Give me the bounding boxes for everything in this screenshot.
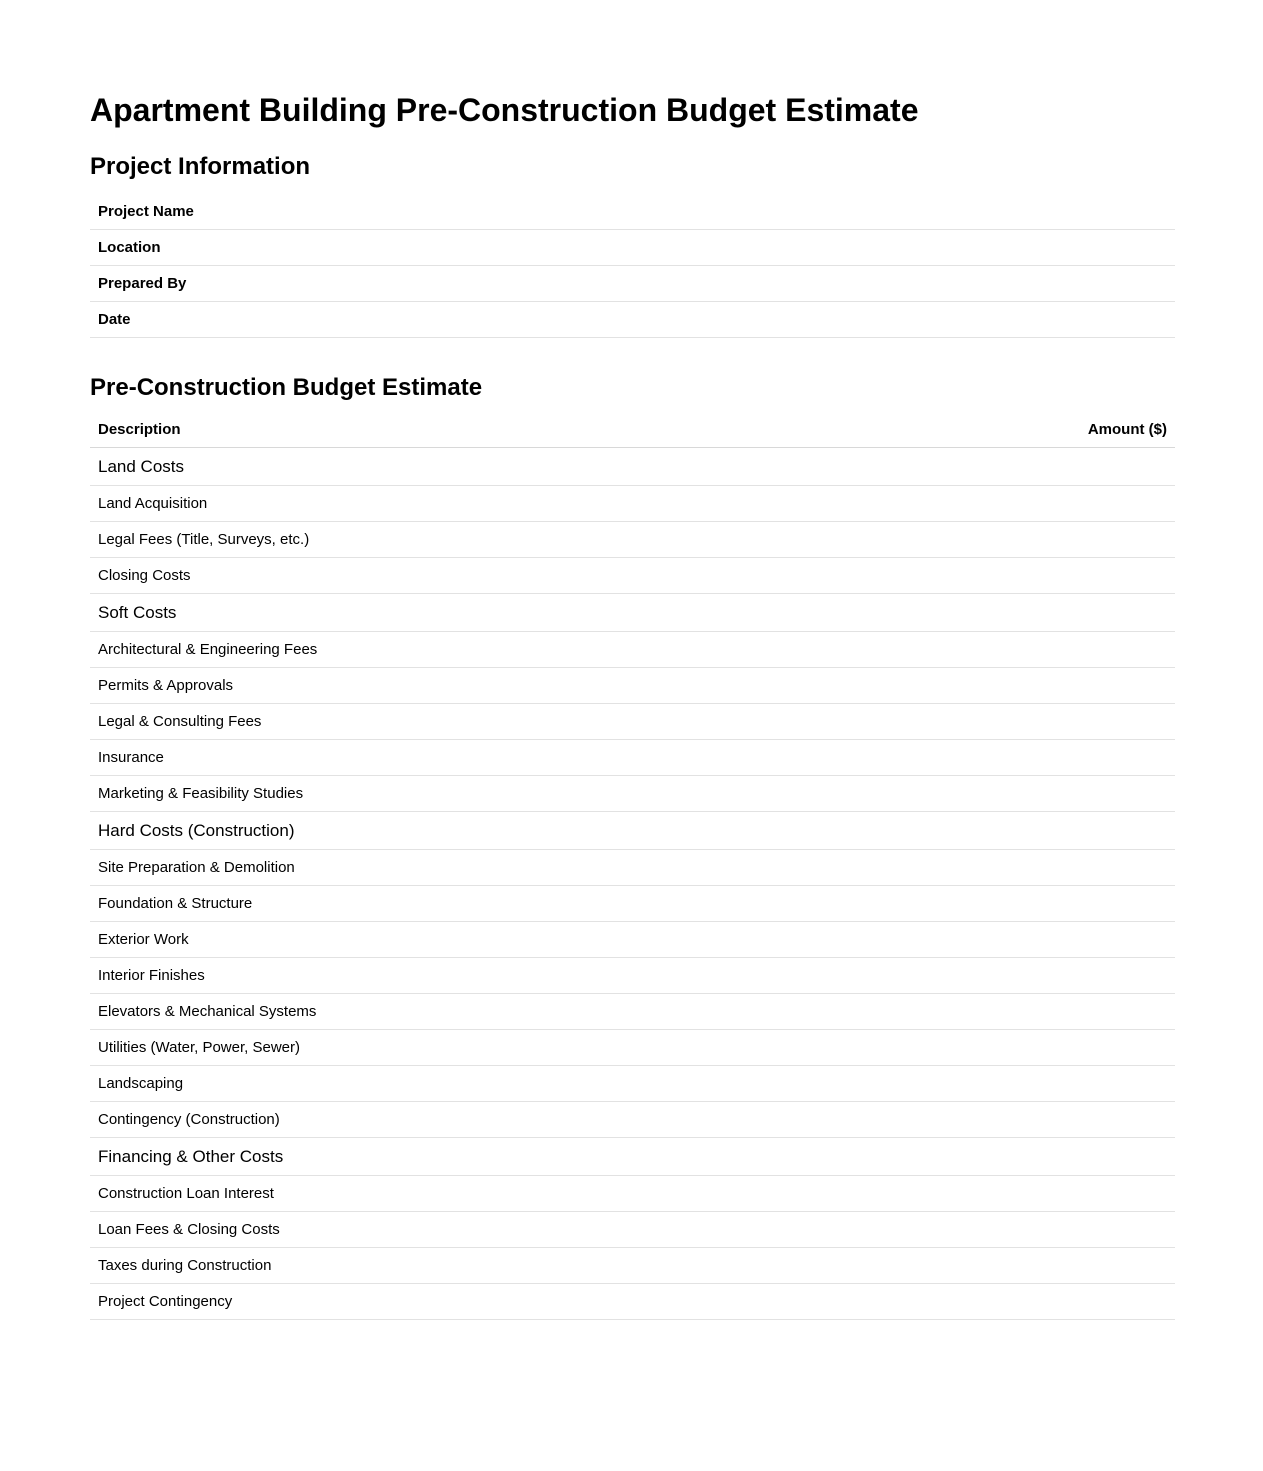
row-amount	[904, 922, 1175, 958]
project-info-table	[90, 194, 1175, 338]
budget-item-row	[90, 522, 1175, 558]
budget-item-row	[90, 1030, 1175, 1066]
row-amount	[904, 958, 1175, 994]
budget-item-row	[90, 886, 1175, 922]
row-description: Loan Fees & Closing Costs	[90, 1212, 904, 1248]
row-amount	[904, 1248, 1175, 1284]
budget-item-row	[90, 922, 1175, 958]
budget-item-row	[90, 958, 1175, 994]
budget-item-row	[90, 850, 1175, 886]
row-description: Interior Finishes	[90, 958, 904, 994]
budget-item-row	[90, 1212, 1175, 1248]
section-heading-budget-estimate: Pre-Construction Budget Estimate	[90, 373, 483, 401]
row-amount	[904, 1066, 1175, 1102]
row-description: Insurance	[90, 740, 904, 776]
budget-item-row	[90, 740, 1175, 776]
budget-item-row	[90, 668, 1175, 704]
section-heading-project-information: Project Information	[90, 152, 311, 180]
row-description: Hard Costs (Construction)	[90, 812, 904, 850]
project-info-row	[90, 265, 1175, 301]
budget-table-body	[90, 448, 1175, 1320]
row-description: Construction Loan Interest	[90, 1176, 904, 1212]
row-amount	[904, 1176, 1175, 1212]
row-description: Soft Costs	[90, 594, 904, 632]
budget-item-row	[90, 994, 1175, 1030]
row-description: Utilities (Water, Power, Sewer)	[90, 1030, 904, 1066]
field-label: Prepared By	[90, 265, 524, 301]
row-description: Legal Fees (Title, Surveys, etc.)	[90, 522, 904, 558]
budget-item-row	[90, 1176, 1175, 1212]
row-amount	[904, 558, 1175, 594]
column-header-description: Description	[90, 414, 904, 448]
row-description: Land Costs	[90, 448, 904, 486]
budget-item-row	[90, 1066, 1175, 1102]
project-info-row	[90, 301, 1175, 337]
field-value	[524, 265, 1175, 301]
budget-item-row	[90, 1284, 1175, 1320]
row-description: Site Preparation & Demolition	[90, 850, 904, 886]
budget-category-row	[90, 448, 1175, 486]
row-amount	[904, 448, 1175, 486]
row-description: Exterior Work	[90, 922, 904, 958]
row-amount	[904, 994, 1175, 1030]
row-amount	[904, 1284, 1175, 1320]
project-info-body	[90, 194, 1175, 338]
budget-item-row	[90, 486, 1175, 522]
field-value	[524, 301, 1175, 337]
project-info-row	[90, 229, 1175, 265]
row-description: Legal & Consulting Fees	[90, 704, 904, 740]
budget-table	[90, 414, 1175, 1320]
row-amount	[904, 776, 1175, 812]
budget-item-row	[90, 1102, 1175, 1138]
row-amount	[904, 1030, 1175, 1066]
row-description: Permits & Approvals	[90, 668, 904, 704]
budget-item-row	[90, 632, 1175, 668]
field-value	[524, 194, 1175, 230]
row-amount	[904, 850, 1175, 886]
budget-item-row	[90, 704, 1175, 740]
row-amount	[904, 594, 1175, 632]
row-amount	[904, 740, 1175, 776]
column-header-amount: Amount ($)	[904, 414, 1175, 448]
row-amount	[904, 522, 1175, 558]
budget-header-row	[90, 414, 1175, 448]
row-description: Elevators & Mechanical Systems	[90, 994, 904, 1030]
row-amount	[904, 812, 1175, 850]
page-title: Apartment Building Pre-Construction Budget Estimate	[90, 92, 919, 128]
row-amount	[904, 1102, 1175, 1138]
budget-category-row	[90, 594, 1175, 632]
budget-item-row	[90, 558, 1175, 594]
row-amount	[904, 704, 1175, 740]
row-description: Foundation & Structure	[90, 886, 904, 922]
row-amount	[904, 886, 1175, 922]
row-description: Taxes during Construction	[90, 1248, 904, 1284]
row-description: Closing Costs	[90, 558, 904, 594]
budget-item-row	[90, 1248, 1175, 1284]
row-amount	[904, 632, 1175, 668]
budget-category-row	[90, 1138, 1175, 1176]
row-description: Architectural & Engineering Fees	[90, 632, 904, 668]
row-description: Landscaping	[90, 1066, 904, 1102]
row-description: Contingency (Construction)	[90, 1102, 904, 1138]
budget-category-row	[90, 812, 1175, 850]
row-description: Marketing & Feasibility Studies	[90, 776, 904, 812]
budget-item-row	[90, 776, 1175, 812]
field-label: Date	[90, 301, 524, 337]
row-amount	[904, 668, 1175, 704]
field-value	[524, 229, 1175, 265]
row-description: Land Acquisition	[90, 486, 904, 522]
row-description: Financing & Other Costs	[90, 1138, 904, 1176]
row-amount	[904, 486, 1175, 522]
project-info-row	[90, 194, 1175, 230]
row-amount	[904, 1212, 1175, 1248]
row-amount	[904, 1138, 1175, 1176]
field-label: Location	[90, 229, 524, 265]
row-description: Project Contingency	[90, 1284, 904, 1320]
field-label: Project Name	[90, 194, 524, 230]
